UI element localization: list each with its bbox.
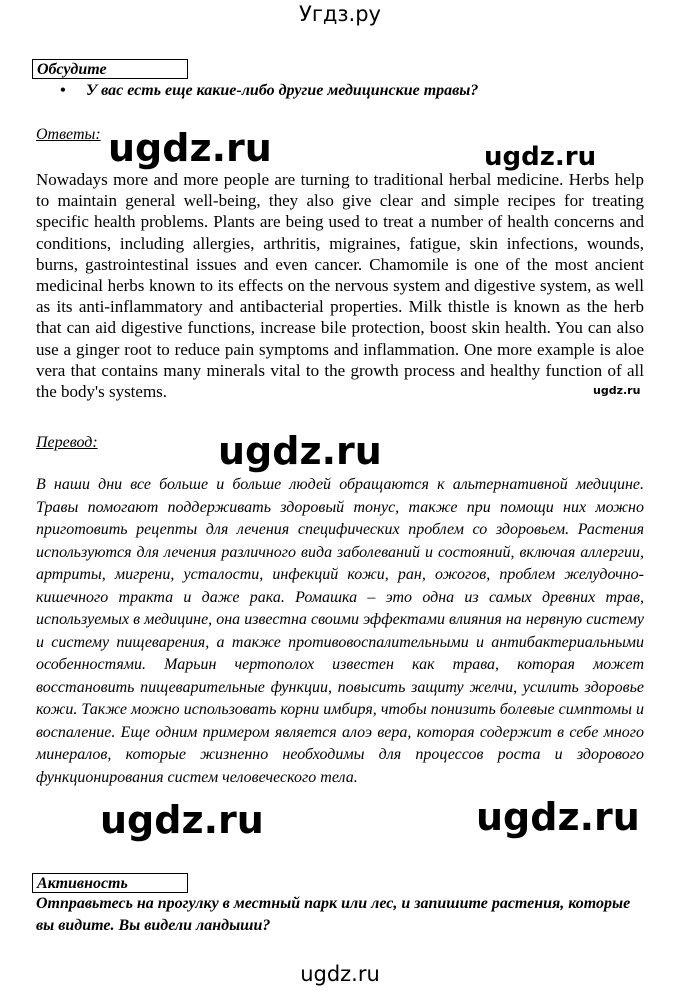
discuss-question-item (60, 82, 620, 100)
discuss-label: Обсудите (32, 59, 188, 79)
answers-label: Ответы: (36, 126, 101, 143)
site-title: Угдз.ру (299, 2, 381, 26)
watermark: ugdz.ru (476, 795, 640, 839)
watermark: ugdz.ru (593, 384, 641, 397)
translation-label: Перевод: (36, 434, 98, 451)
activity-label: Активность (32, 873, 188, 893)
watermark: ugdz.ru (218, 429, 382, 473)
translation-text: В наши дни все больше и больше людей обращаются к альтернативной медицине. Травы помогают поддерживать здоровый тонус, также при помощи них можно приготовить рецепты для лечения специфических проблем со здоровьем. Растения используются для лечения различного вида заболеваний и состояний, включая аллергии, артриты, мигрени, усталости, инфекций кожи, ран, ожогов, проблем желудочно-кишечного тракта и даже рака. Ромашка – это одна из самых древних трав, используемых в медицине, она известна своими эффектами влияния на нервную систему и систему пищеварения, а также противовоспалительными и антибактериальными особенностями. Марьин чертополох известен как трава, которая может восстановить пищеварительные функции, повысить защиту желчи, усилить здоровье кожи. Также можно использовать корни имбиря, чтобы понизить болевые симптомы и воспаление. Еще одним примером является алоэ вера, которая содержит в себе много минералов, которые жизненно необходимы для процессов роста и здорового функционирования систем человеческого тела. (36, 476, 644, 786)
watermark: ugdz.ru (100, 798, 264, 842)
site-footer[interactable]: ugdz.ru (300, 962, 380, 986)
answers-text: Nowadays more and more people are turning to traditional herbal medicine. Herbs help to maintain general well-being, they also give clear and simple recipes for treating specific health problems. Plants are being used to treat a number of health concerns and conditions, including allergies, arthritis, migraines, fatigue, skin infections, wounds, burns, gastrointestinal issues and even cancer. Chamomile is one of the most ancient medicinal herbs known to its effects on the nervous system and digestive system, as well as its anti-inflammatory and antibacterial properties. Milk thistle is known as the herb that can aid digestive functions, increase bile protection, boost skin health. You can also use a ginger root to reduce pain symptoms and inflammation. One more example is aloe vera that contains many minerals vital to the growth process and healthy function of all the body's systems. (36, 170, 644, 402)
watermark: ugdz.ru (484, 142, 597, 172)
discuss-question: У вас есть еще какие-либо другие медицинские травы? (86, 82, 479, 99)
watermark: ugdz.ru (108, 126, 272, 170)
bullet-icon: • (60, 82, 66, 99)
activity-task: Отправьтесь на прогулку в местный парк или лес, и запишите растения, которые вы видите. Вы видели ландыши? (36, 895, 631, 934)
